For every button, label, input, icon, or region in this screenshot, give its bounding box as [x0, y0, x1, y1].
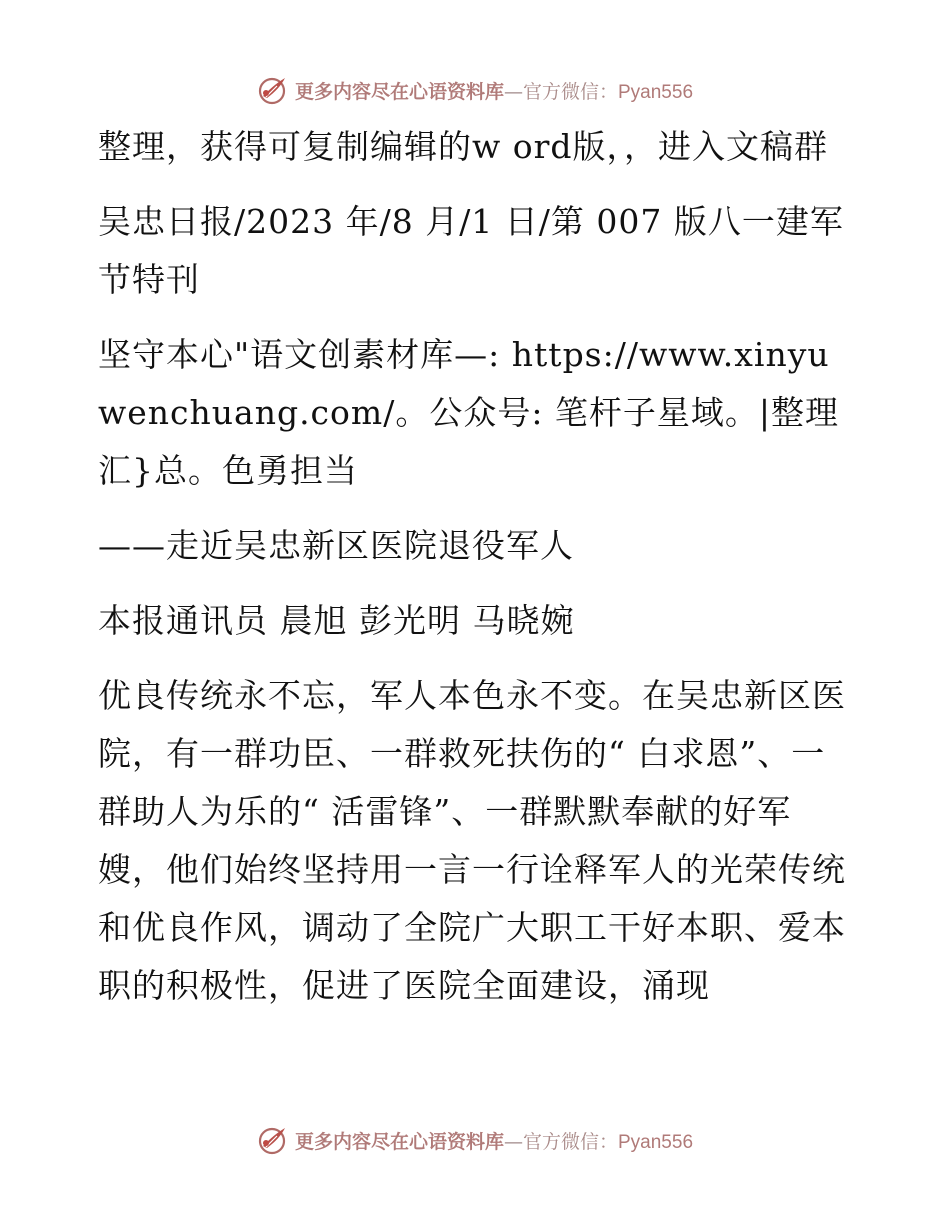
banner-id: Pyan556 — [618, 1131, 694, 1153]
quill-logo-icon — [257, 1124, 289, 1156]
banner-id: Pyan556 — [618, 81, 694, 103]
banner-tail: 官方微信： — [522, 1130, 618, 1153]
paragraph-body: 优良传统永不忘，军人本色永不变。在吴忠新区医院，有一群功臣、一群救死扶伤的“ 白求恩”、一群助人为乐的“ 活雷锋”、一群默默奉献的好军嫂，他们始终坚持用一言一行诠释军人的光荣传统和优良作风，调动了全院广大职工干好本职、爱本职的积极性，促进了医院全面建设，涌现 — [98, 676, 846, 1005]
banner-dash: — — [503, 1130, 523, 1153]
quill-logo-icon — [257, 74, 289, 106]
paragraph-source: 吴忠日报/2023 年/8 月/1 日/第 007 版八一建军节特刊 — [98, 202, 844, 299]
footer-banner — [0, 1120, 950, 1160]
banner-tail: 官方微信： — [522, 80, 618, 103]
footer-banner-text — [295, 1127, 693, 1154]
paragraph-note: 整理，获得可复制编辑的w ord版，，进入文稿群 — [98, 127, 829, 166]
banner-lead: 更多内容尽在心语资料库 — [294, 1130, 504, 1153]
document-body — [98, 118, 858, 1032]
paragraph-byline: 本报通讯员 晨旭 彭光明 马晓婉 — [98, 601, 575, 640]
paragraph-subtitle: ——走近吴忠新区医院退役军人 — [98, 526, 574, 565]
header-banner-text — [295, 77, 693, 104]
banner-dash: — — [503, 80, 523, 103]
header-banner — [0, 70, 950, 110]
banner-lead: 更多内容尽在心语资料库 — [294, 80, 504, 103]
paragraph-title: 坚守本心"语文创素材库—: https://www.xinyuwenchuang.com/。公众号: 笔杆子星域。|整理汇}总。色勇担当 — [98, 335, 840, 490]
